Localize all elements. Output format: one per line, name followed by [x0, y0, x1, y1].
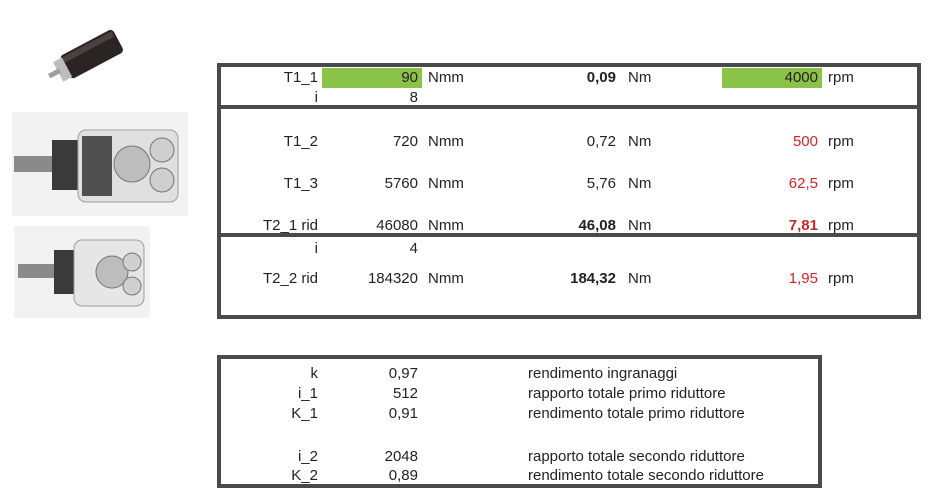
unit-rpm: rpm — [828, 270, 854, 287]
param-value: 512 — [392, 385, 418, 402]
row-label: T1_1 — [283, 69, 318, 86]
torque-nm-value: 184,32 — [570, 270, 616, 287]
param-value: 0,89 — [388, 467, 418, 484]
torque-nmm-value: 720 — [392, 133, 418, 150]
param-value: 2048 — [384, 448, 418, 465]
torque-nm-value: 46,08 — [578, 217, 616, 234]
row-label: T2_2 rid — [262, 270, 318, 287]
unit-rpm: rpm — [828, 175, 854, 192]
param-description: rapporto totale primo riduttore — [528, 385, 726, 402]
unit-rpm: rpm — [828, 217, 854, 234]
unit-nm: Nm — [628, 69, 652, 86]
row-label: T1_3 — [283, 175, 318, 192]
param-value: 0,91 — [388, 405, 418, 422]
param-label: K_1 — [291, 405, 318, 422]
param-description: rendimento totale secondo riduttore — [528, 467, 764, 484]
unit-nm: Nm — [628, 217, 652, 234]
row-label: i — [314, 240, 318, 257]
unit-rpm: rpm — [828, 69, 854, 86]
param-label: K_2 — [291, 467, 318, 484]
param-value: 0,97 — [388, 365, 418, 382]
unit-rpm: rpm — [828, 133, 854, 150]
input-torque-nmm-value[interactable]: 90 — [401, 69, 418, 86]
speed-rpm-value: 1,95 — [788, 270, 818, 287]
speed-rpm-value: 500 — [792, 133, 818, 150]
unit-nm: Nm — [628, 175, 652, 192]
speed-rpm-value: 62,5 — [788, 175, 818, 192]
torque-nm-value: 0,09 — [586, 69, 616, 86]
torque-nmm-value: 5760 — [384, 175, 418, 192]
torque-nm-value: 0,72 — [586, 133, 616, 150]
param-label: i_1 — [297, 385, 318, 402]
ratio-value: 8 — [409, 89, 418, 106]
torque-nmm-value: 184320 — [367, 270, 418, 287]
row-label: T1_2 — [283, 133, 318, 150]
torque-nmm-value: 46080 — [376, 217, 418, 234]
motor-image — [40, 20, 140, 90]
row-label: i — [314, 89, 318, 106]
unit-nmm: Nmm — [428, 69, 464, 86]
torque-nm-value: 5,76 — [586, 175, 616, 192]
param-description: rapporto totale secondo riduttore — [528, 448, 745, 465]
unit-nm: Nm — [628, 133, 652, 150]
gearbox-single-stage-image — [14, 226, 150, 318]
speed-rpm-value: 7,81 — [788, 217, 818, 234]
row-label: T2_1 rid — [262, 217, 318, 234]
input-speed-rpm-value[interactable]: 4000 — [784, 69, 818, 86]
unit-nmm: Nmm — [428, 133, 464, 150]
param-description: rendimento totale primo riduttore — [528, 405, 745, 422]
unit-nm: Nm — [628, 270, 652, 287]
unit-nmm: Nmm — [428, 270, 464, 287]
unit-nmm: Nmm — [428, 217, 464, 234]
gearbox-two-stage-image — [12, 112, 188, 216]
param-description: rendimento ingranaggi — [528, 365, 678, 382]
ratio-value: 4 — [409, 240, 418, 257]
param-label: i_2 — [297, 448, 318, 465]
param-label: k — [310, 365, 318, 382]
unit-nmm: Nmm — [428, 175, 464, 192]
